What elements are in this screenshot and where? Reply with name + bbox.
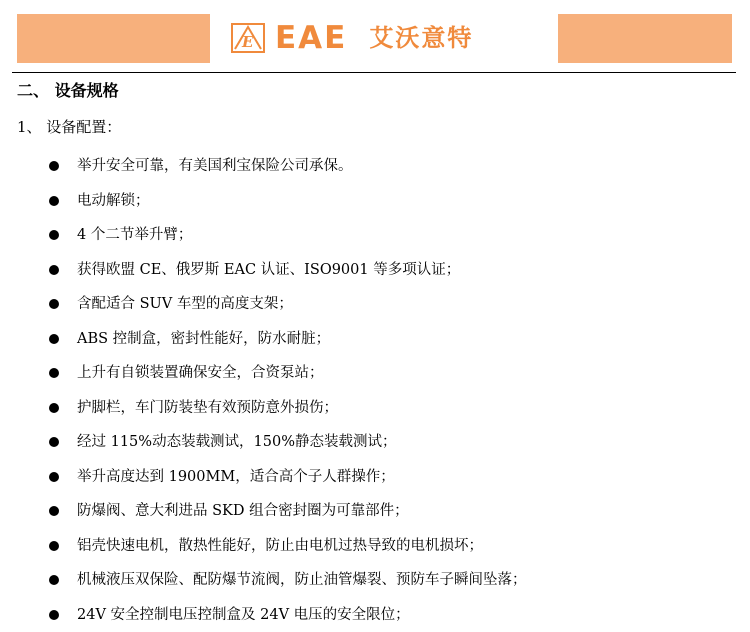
bullet-icon <box>49 196 59 206</box>
list-item-text: 获得欧盟 CE、俄罗斯 EAC 认证、ISO9001 等多项认证； <box>77 261 461 278</box>
list-item-text: 举升高度达到 1900MM，适合高个子人群操作； <box>77 468 395 485</box>
bullet-icon <box>49 506 59 516</box>
bullet-icon <box>49 610 59 620</box>
list-item-text: 上升有自锁装置确保安全，合资泵站； <box>77 365 324 382</box>
header-accent-left <box>17 14 210 63</box>
bullet-icon <box>49 161 59 171</box>
brand-logo <box>231 18 473 58</box>
header-accent-right <box>558 14 732 63</box>
bullet-icon <box>49 403 59 413</box>
bullet-icon <box>49 368 59 378</box>
list-item-text: ABS 控制盒，密封性能好，防水耐脏； <box>77 330 331 347</box>
bullet-icon <box>49 265 59 275</box>
list-item-text: 举升安全可靠，有美国利宝保险公司承保。 <box>77 158 353 175</box>
logo-chinese-name: 艾沃意特 <box>369 24 474 52</box>
bullet-icon <box>49 472 59 482</box>
bullet-icon <box>49 299 59 309</box>
list-item-text: 24V 安全控制电压控制盒及 24V 电压的安全限位； <box>77 606 410 623</box>
list-item-text: 电动解锁； <box>77 192 150 209</box>
bullet-icon <box>49 230 59 240</box>
list-item-text: 机械液压双保险、配防爆节流阀，防止油管爆裂、预防车子瞬间坠落； <box>77 572 527 589</box>
svg-text:E: E <box>242 33 254 51</box>
subsection-title: 1、 设备配置： <box>17 118 122 136</box>
list-item-text: 防爆阀、意大利进品 SKD 组合密封圈为可靠部件； <box>77 503 409 520</box>
header-divider <box>12 72 736 73</box>
section-title: 二、 设备规格 <box>17 81 119 100</box>
bullet-icon <box>49 575 59 585</box>
list-item-text: 护脚栏，车门防装垫有效预防意外损伤； <box>77 399 338 416</box>
list-item-text: 含配适合 SUV 车型的高度支架； <box>77 296 293 313</box>
eae-logo-icon <box>231 23 265 53</box>
bullet-icon <box>49 334 59 344</box>
bullet-icon <box>49 541 59 551</box>
bullet-icon <box>49 437 59 447</box>
logo-wordmark: EAE <box>275 20 348 56</box>
list-item-text: 4 个二节举升臂； <box>77 227 193 244</box>
list-item-text: 经过 115%动态装载测试，150%静态装载测试； <box>77 434 397 451</box>
list-item-text: 铝壳快速电机，散热性能好，防止由电机过热导致的电机损坏； <box>77 537 483 554</box>
